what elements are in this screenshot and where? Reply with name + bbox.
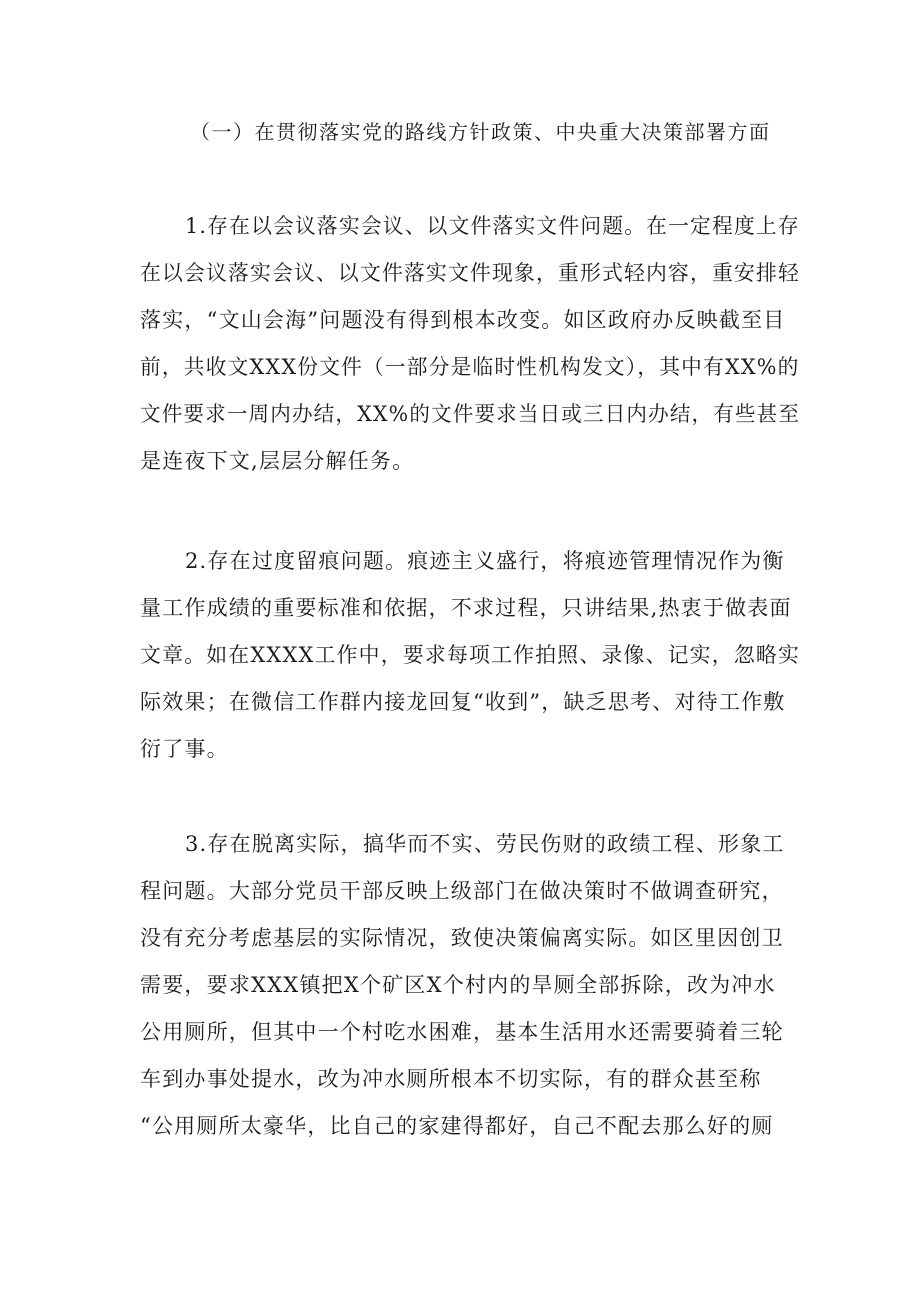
paragraph-1-line-2: 在以会议落实会议、以文件落实文件现象，重形式轻内容，重安排轻 (140, 261, 801, 285)
paragraph-2-line-4: 际效果；在微信工作群内接龙回复“收到”，缺乏思考、对待工作敷 (140, 690, 786, 714)
paragraph-3-line-1: 3.存在脱离实际，搞华而不实、劳民伤财的政绩工程、形象工 (185, 832, 785, 856)
paragraph-2-line-5: 衍了事。 (140, 737, 229, 761)
paragraph-1-line-6: 是连夜下文,层层分解任务。 (140, 449, 415, 473)
paragraph-2-line-3: 文章。如在XXXX工作中，要求每项工作拍照、录像、记实，忽略实 (140, 643, 801, 667)
paragraph-1-line-3: 落实，“文山会海”问题没有得到根本改变。如区政府办反映截至目 (140, 308, 786, 332)
paragraph-3-line-2: 程问题。大部分党员干部反映上级部门在做决策时不做调查研究， (140, 879, 784, 903)
paragraph-1-line-5: 文件要求一周内办结，XX%的文件要求当日或三日内办结，有些甚至 (140, 402, 801, 426)
paragraph-3-line-6: 车到办事处提水，改为冲水厕所根本不切实际，有的群众甚至称 (140, 1067, 762, 1091)
paragraph-3-line-5: 公用厕所，但其中一个村吃水困难，基本生活用水还需要骑着三轮 (140, 1020, 784, 1044)
section-heading: （一）在贯彻落实党的路线方针政策、中央重大决策部署方面 (190, 120, 771, 144)
paragraph-3-line-3: 没有充分考虑基层的实际情况，致使决策偏离实际。如区里因创卫 (140, 926, 784, 950)
paragraph-1-line-4: 前，共收文XXX份文件（一部分是临时性机构发文），其中有XX%的 (140, 355, 800, 379)
paragraph-2-line-2: 量工作成绩的重要标准和依据，不求过程，只讲结果,热衷于做表面 (140, 596, 792, 620)
paragraph-2-line-1: 2.存在过度留痕问题。痕迹主义盛行，将痕迹管理情况作为衡 (185, 549, 785, 573)
paragraph-3-line-7: “公用厕所太豪华，比自己的家建得都好，自己不配去那么好的厕 (140, 1114, 774, 1138)
paragraph-3-line-4: 需要，要求XXX镇把X个矿区X个村内的旱厕全部拆除，改为冲水 (140, 973, 776, 997)
paragraph-1-line-1: 1.存在以会议落实会议、以文件落实文件问题。在一定程度上存 (185, 214, 800, 238)
